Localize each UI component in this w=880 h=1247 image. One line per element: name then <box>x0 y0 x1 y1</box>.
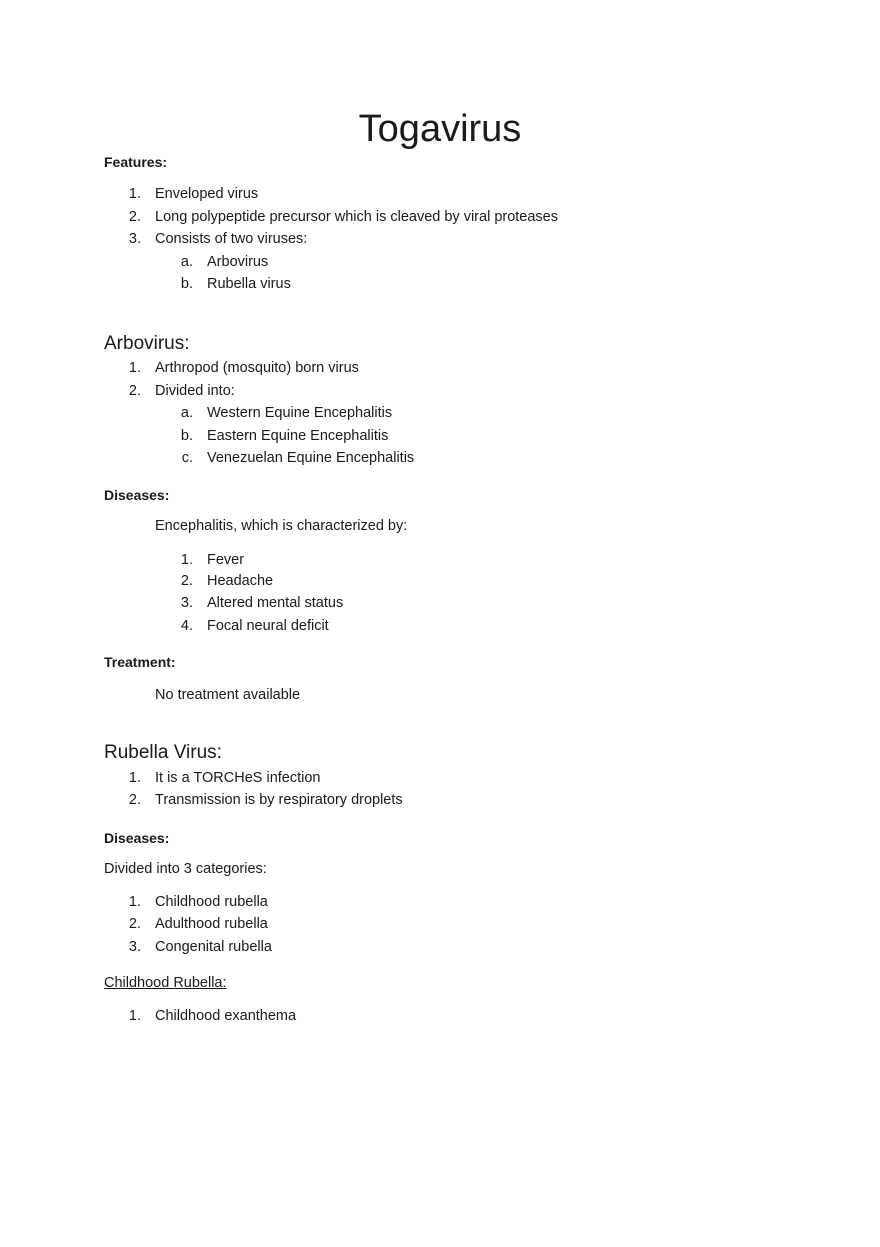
features-label: Features: <box>104 154 168 170</box>
list-marker: 1. <box>128 770 141 786</box>
list-marker: 2. <box>128 916 141 932</box>
treatment-text: No treatment available <box>155 687 301 703</box>
list-item: Childhood exanthema <box>155 1008 297 1024</box>
list-item: It is a TORCHeS infection <box>155 770 321 786</box>
treatment-label: Treatment: <box>104 654 176 670</box>
list-marker: 1. <box>128 894 141 910</box>
list-item: Eastern Equine Encephalitis <box>207 428 389 444</box>
page-title: Togavirus <box>358 108 522 150</box>
list-marker: b. <box>180 276 193 292</box>
list-marker: 1. <box>128 360 141 376</box>
list-marker: a. <box>180 405 193 421</box>
list-marker: 2. <box>180 573 193 589</box>
list-item: Transmission is by respiratory droplets <box>155 792 403 808</box>
list-marker: 3. <box>128 231 141 247</box>
list-item: Adulthood rubella <box>155 916 268 932</box>
list-item: Divided into: <box>155 383 235 399</box>
list-item: Consists of two viruses: <box>155 231 308 247</box>
list-marker: 1. <box>180 552 193 568</box>
arbovirus-heading: Arbovirus: <box>104 333 190 354</box>
list-marker: 2. <box>128 383 141 399</box>
arbovirus-diseases-intro: Encephalitis, which is characterized by: <box>155 518 408 534</box>
list-marker: 3. <box>180 595 193 611</box>
list-marker: 1. <box>128 1008 141 1024</box>
list-item: Rubella virus <box>207 276 291 292</box>
list-item: Altered mental status <box>207 595 344 611</box>
list-marker: 4. <box>180 618 193 634</box>
rubella-diseases-label: Diseases: <box>104 830 170 846</box>
list-item: Childhood rubella <box>155 894 268 910</box>
list-marker: 2. <box>128 792 141 808</box>
list-item: Headache <box>207 573 274 589</box>
list-item: Venezuelan Equine Encephalitis <box>207 450 415 466</box>
list-item: Arthropod (mosquito) born virus <box>155 360 359 376</box>
list-item: Fever <box>207 552 245 568</box>
childhood-rubella-heading: Childhood Rubella: <box>104 975 227 991</box>
list-item: Arbovirus <box>207 254 269 270</box>
list-marker: c. <box>181 450 193 466</box>
list-item: Enveloped virus <box>155 186 259 202</box>
list-item: Western Equine Encephalitis <box>207 405 393 421</box>
list-item: Congenital rubella <box>155 939 272 955</box>
list-marker: a. <box>180 254 193 270</box>
arbovirus-diseases-label: Diseases: <box>104 487 170 503</box>
list-marker: 1. <box>128 186 141 202</box>
list-item: Focal neural deficit <box>207 618 329 634</box>
list-marker: b. <box>180 428 193 444</box>
list-item: Long polypeptide precursor which is cleaved by viral proteases <box>155 209 558 225</box>
list-marker: 2. <box>128 209 141 225</box>
rubella-heading: Rubella Virus: <box>104 742 222 763</box>
list-marker: 3. <box>128 939 141 955</box>
rubella-diseases-intro: Divided into 3 categories: <box>104 861 267 877</box>
